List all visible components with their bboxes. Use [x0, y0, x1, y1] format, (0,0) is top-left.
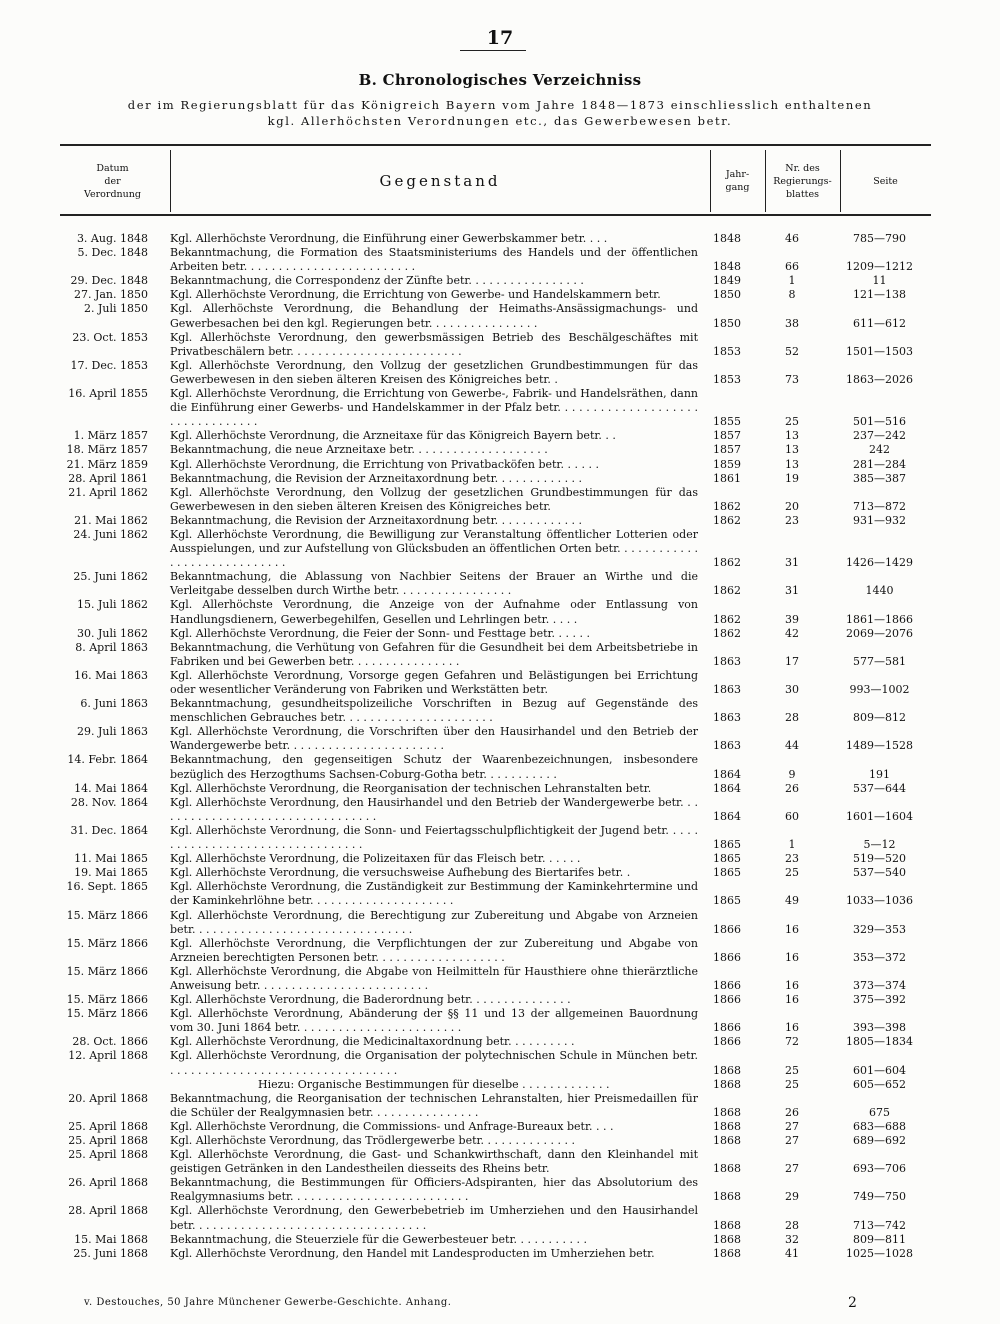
row-pages: 537—644 [853, 781, 906, 795]
table-row [60, 866, 931, 880]
row-year: 1857 [713, 443, 741, 457]
row-year: 1866 [713, 1035, 741, 1049]
row-date: 28. Oct. 1866 [72, 1035, 148, 1049]
row-date: 8. April 1863 [75, 640, 148, 654]
table-row [60, 570, 931, 598]
row-date: 23. Oct. 1853 [72, 330, 148, 344]
row-pages: 1426—1429 [846, 556, 913, 570]
row-date: 11. Mai 1865 [74, 852, 148, 866]
page-subtitle [90, 97, 910, 129]
row-number: 13 [785, 443, 799, 457]
row-date: 14. Febr. 1864 [67, 753, 148, 767]
row-date: 15. März 1866 [66, 908, 148, 922]
row-year: 1855 [713, 415, 741, 429]
row-pages: 242 [869, 443, 890, 457]
row-year: 1863 [713, 654, 741, 668]
row-pages: 191 [869, 767, 890, 781]
row-pages: 993—1002 [849, 683, 910, 696]
row-date: 25. April 1868 [68, 1134, 148, 1147]
row-date: 21. Mai 1862 [74, 513, 148, 527]
footer-text: v. Destouches, 50 Jahre Münchener Gewerbe-Geschichte. Anhang. [84, 1297, 452, 1308]
row-number: 52 [785, 344, 799, 358]
table-row [60, 528, 931, 570]
row-year: 1862 [713, 513, 741, 527]
row-number: 25 [785, 1077, 799, 1091]
table-row [60, 302, 931, 330]
row-subject: Bekanntmachung, den gegenseitigen Schutz der Waarenbezeichnungen, insbesondere bezüglich des Herzogthums Sachsen-Coburg-Gotha betr. . . . . . . . . . . [170, 753, 698, 781]
header-date-line: der [104, 175, 121, 187]
row-number: 16 [785, 993, 799, 1007]
row-number: 29 [785, 1190, 799, 1204]
row-pages: 683—688 [853, 1119, 906, 1133]
table-row [60, 880, 931, 908]
row-year: 1862 [713, 584, 741, 598]
row-pages: 601—604 [853, 1063, 906, 1077]
table-row [60, 782, 931, 796]
row-pages: 121—138 [853, 288, 906, 302]
table-row [60, 641, 931, 669]
row-year: 1866 [713, 950, 741, 964]
row-subject: Kgl. Allerhöchste Verordnung, Vorsorge gegen Gefahren und Belästigungen bei Errichtung oder wesentlicher Veränderung von Fabriken und Werkstätten betr. [170, 668, 698, 696]
row-date: 2. Juli 1850 [83, 302, 148, 316]
row-year: 1865 [713, 838, 741, 852]
row-date: 28. April 1868 [68, 1204, 148, 1218]
table-row [60, 232, 931, 246]
row-number: 26 [785, 781, 799, 795]
row-year: 1849 [713, 274, 741, 288]
row-number: 13 [785, 429, 799, 443]
header-subject: Gegenstand [379, 171, 501, 190]
row-year: 1868 [713, 1162, 741, 1176]
table-row [60, 429, 931, 443]
row-pages: 1501—1503 [846, 344, 913, 358]
row-year: 1865 [713, 894, 741, 908]
row-number: 27 [785, 1119, 799, 1133]
row-date: 31. Dec. 1864 [70, 823, 148, 837]
row-subject: Kgl. Allerhöchste Verordnung, die Feier der Sonn- und Festtage betr. . . . . . [170, 626, 591, 640]
row-year: 1864 [713, 809, 741, 823]
row-pages: 5—12 [863, 838, 896, 852]
row-year: 1862 [713, 499, 741, 513]
row-number: 16 [785, 922, 799, 936]
row-subject: Kgl. Allerhöchste Verordnung, das Trödlergewerbe betr. . . . . . . . . . . . . . [170, 1134, 575, 1147]
row-pages: 373—374 [853, 978, 906, 992]
row-number: 19 [785, 471, 799, 485]
row-pages: 1440 [865, 584, 894, 598]
row-date: 5. Dec. 1848 [77, 246, 148, 260]
row-subject: Bekanntmachung, die Formation des Staatsministeriums des Handels und der öffentlichen Arbeiten betr. . . . . . . . . . . . . . . . . . . . . . . . . [170, 246, 698, 274]
row-subject: Bekanntmachung, die Revision der Arzneitaxordnung betr. . . . . . . . . . . . . [170, 513, 583, 527]
row-number: 17 [785, 654, 799, 668]
row-number: 25 [785, 866, 799, 880]
row-date: 14. Mai 1864 [74, 781, 148, 795]
row-subject: Kgl. Allerhöchste Verordnung, die Abgabe von Heilmitteln für Hausthiere ohne thierärztliche Anweisung betr. . . . . . . . . . . . . . . . . . . . . . . . . [170, 964, 698, 992]
row-number: 16 [785, 1021, 799, 1035]
row-year: 1848 [713, 232, 741, 245]
row-number: 66 [785, 260, 799, 274]
row-subject: Kgl. Allerhöchste Verordnung, die Berechtigung zur Zubereitung und Abgabe von Arzneien betr. . . . . . . . . . . . . . . . . . . . . . . . . . . . . . . . [170, 908, 698, 936]
row-year: 1850 [713, 288, 741, 302]
table-row [60, 514, 931, 528]
row-subject: Kgl. Allerhöchste Verordnung, die Bewilligung zur Veranstaltung öffentlicher Lotterien oder Ausspielungen, und zur Aufstellung von Glücksbuden an öffentlichen Orten betr. . . . . . . . . . . . . . . . . . . . . . . . . . . . . [170, 527, 698, 570]
row-year: 1857 [713, 429, 741, 443]
table-row [60, 909, 931, 937]
row-date: 29. Dec. 1848 [70, 274, 148, 288]
row-subject: Kgl. Allerhöchste Verordnung, den Handel mit Landesproducten im Umherziehen betr. [170, 1246, 655, 1260]
row-subject: Kgl. Allerhöchste Verordnung, die Errichtung von Gewerbe- und Handelskammern betr. [170, 288, 661, 302]
row-year: 1861 [713, 471, 741, 485]
row-subject: Hiezu: Organische Bestimmungen für dieselbe . . . . . . . . . . . . . [258, 1077, 610, 1091]
row-year: 1863 [713, 739, 741, 753]
row-pages: 393—398 [853, 1021, 906, 1035]
row-number: 39 [785, 612, 799, 626]
table-body [60, 232, 931, 1261]
row-pages: 1805—1834 [846, 1035, 913, 1049]
row-date: 20. April 1868 [68, 1091, 148, 1105]
row-subject: Kgl. Allerhöchste Verordnung, die Baderordnung betr. . . . . . . . . . . . . . . [170, 993, 571, 1007]
row-date: 15. Mai 1868 [74, 1232, 148, 1246]
row-subject: Kgl. Allerhöchste Verordnung, die Anzeige von der Aufnahme oder Entlassung von Handlungsdienern, Gewerbegehilfen, Gesellen und Lehrlingen betr. . . . . [170, 598, 698, 626]
row-subject: Kgl. Allerhöchste Verordnung, die Gast- und Schankwirthschaft, dann den Kleinhandel mit geistigen Getränken in den Landestheilen diesseits des Rheins betr. [170, 1148, 698, 1176]
table-row [60, 1176, 931, 1204]
row-date: 24. Juni 1862 [73, 527, 148, 541]
row-year: 1863 [713, 683, 741, 696]
row-pages: 675 [869, 1105, 890, 1119]
header-date [60, 150, 165, 212]
row-number: 31 [785, 584, 799, 598]
table-row [60, 359, 931, 387]
row-year: 1868 [713, 1077, 741, 1091]
row-date: 19. Mai 1865 [74, 866, 148, 880]
row-year: 1866 [713, 993, 741, 1007]
row-year: 1868 [713, 1063, 741, 1077]
header-nr [765, 150, 840, 212]
table-row [60, 288, 931, 302]
row-subject: Bekanntmachung, die Revision der Arzneitaxordnung betr. . . . . . . . . . . . . [170, 471, 583, 485]
row-subject: Kgl. Allerhöchste Verordnung, die Sonn- und Feiertagsschulpflichtigkeit der Jugend betr. . . . . . . . . . . . . . . . . . . . . . . . . . . . . . . . . [170, 823, 698, 852]
row-pages: 375—392 [853, 993, 906, 1007]
row-date: 16. Mai 1863 [74, 668, 148, 682]
table-row [60, 824, 931, 852]
header-nr-line: blattes [786, 188, 819, 200]
row-subject: Kgl. Allerhöchste Verordnung, den Vollzug der gesetzlichen Grundbestimmungen für das Gewerbewesen in den sieben älteren Kreisen des Königreiches betr. [170, 485, 698, 513]
table-row [60, 246, 931, 274]
row-subject: Bekanntmachung, die Correspondenz der Zünfte betr. . . . . . . . . . . . . . . . . [170, 274, 584, 288]
row-date: 15. März 1866 [66, 993, 148, 1007]
row-number: 25 [785, 1063, 799, 1077]
row-subject: Kgl. Allerhöchste Verordnung, die versuchsweise Aufhebung des Biertarifes betr. . [170, 866, 631, 880]
row-subject: Kgl. Allerhöchste Verordnung, den Vollzug der gesetzlichen Grundbestimmungen für das Gewerbewesen in den sieben älteren Kreisen des Königreiches betr. . [170, 358, 698, 386]
subtitle-line-2: kgl. Allerhöchsten Verordnungen etc., das Gewerbewesen betr. [267, 114, 733, 128]
footer-sheet-number: 2 [848, 1295, 857, 1311]
row-year: 1866 [713, 922, 741, 936]
row-pages: 1489—1528 [846, 739, 913, 753]
row-number: 60 [785, 809, 799, 823]
header-nr-line: Nr. des [785, 162, 820, 174]
row-pages: 329—353 [853, 922, 906, 936]
table-row [60, 1092, 931, 1120]
row-date: 28. Nov. 1864 [70, 795, 148, 809]
row-subject: Bekanntmachung, die Bestimmungen für Officiers-Adspiranten, hier das Absolutorium des Realgymnasiums betr. . . . . . . . . . . . . . . . . . . . . . . . . . [170, 1176, 698, 1204]
row-year: 1868 [713, 1105, 741, 1119]
row-pages: 1601—1604 [846, 809, 913, 823]
row-year: 1864 [713, 767, 741, 781]
row-number: 41 [785, 1246, 799, 1260]
row-date: 15. Juli 1862 [76, 598, 148, 612]
row-pages: 1033—1036 [846, 894, 913, 908]
row-date: 15. März 1866 [66, 936, 148, 950]
header-nr-line: Regierungs- [773, 175, 832, 187]
row-subject: Kgl. Allerhöchste Verordnung, die Polizeitaxen für das Fleisch betr. . . . . . [170, 852, 581, 866]
row-year: 1866 [713, 978, 741, 992]
row-year: 1868 [713, 1232, 741, 1246]
row-date: 1. März 1857 [73, 429, 148, 443]
table-row [60, 598, 931, 626]
row-subject: Kgl. Allerhöchste Verordnung, die Errichtung von Privatbacköfen betr. . . . . . [170, 457, 599, 471]
table-row [60, 993, 931, 1007]
header-year-line: Jahr- [725, 169, 750, 180]
row-pages: 713—872 [853, 499, 906, 513]
row-date: 21. März 1859 [66, 457, 148, 471]
row-pages: 1863—2026 [846, 372, 913, 386]
row-subject: Kgl. Allerhöchste Verordnung, die Arzneitaxe für das Königreich Bayern betr. . . [170, 429, 616, 443]
row-number: 26 [785, 1105, 799, 1119]
table-row [60, 274, 931, 288]
row-number: 16 [785, 978, 799, 992]
row-subject: Kgl. Allerhöchste Verordnung, die Organisation der polytechnischen Schule in München betr. . . . . . . . . . . . . . . . . . . . . . . . . . . . . . . . . . [170, 1049, 698, 1077]
row-subject: Bekanntmachung, die Reorganisation der technischen Lehranstalten, hier Preismedaillen für die Schüler der Realgymnasien betr. . . . . . . . . . . . . . . . [170, 1091, 698, 1119]
table-row [60, 331, 931, 359]
row-number: 32 [785, 1232, 799, 1246]
row-date: 12. April 1868 [68, 1049, 148, 1063]
row-year: 1868 [713, 1246, 741, 1260]
row-date: 29. Juli 1863 [76, 725, 148, 739]
row-subject: Kgl. Allerhöchste Verordnung, die Verpflichtungen der zur Zubereitung und Abgabe von Arzneien berechtigten Personen betr. . . . . . . . . . . . . . . . . . . [170, 936, 698, 964]
row-pages: 689—692 [853, 1134, 906, 1147]
row-subject: Kgl. Allerhöchste Verordnung, den Hausirhandel und den Betrieb der Wandergewerbe betr. . . . . . . . . . . . . . . . . . . . . . . . . . . . . . . . . [170, 795, 698, 823]
table-row [60, 1007, 931, 1035]
row-pages: 1025—1028 [846, 1246, 913, 1260]
row-pages: 809—811 [853, 1232, 906, 1246]
row-year: 1868 [713, 1134, 741, 1147]
table-row [60, 1035, 931, 1049]
row-date: 26. April 1868 [68, 1176, 148, 1190]
row-pages: 693—706 [853, 1162, 906, 1176]
table-row [60, 965, 931, 993]
row-number: 49 [785, 894, 799, 908]
table-row [60, 697, 931, 725]
row-number: 13 [785, 457, 799, 471]
row-number: 27 [785, 1134, 799, 1147]
row-subject: Kgl. Allerhöchste Verordnung, die Zuständigkeit zur Bestimmung der Kaminkehrtermine und der Kaminkehrlöhne betr. . . . . . . . . . . . . . . . . . . . . [170, 880, 698, 908]
row-number: 27 [785, 1162, 799, 1176]
row-date: 3. Aug. 1848 [76, 232, 148, 245]
row-number: 28 [785, 1218, 799, 1232]
table-row [60, 852, 931, 866]
table-row [60, 387, 931, 429]
row-pages: 605—652 [853, 1077, 906, 1091]
row-pages: 749—750 [853, 1190, 906, 1204]
row-number: 73 [785, 372, 799, 386]
page-number-rule [460, 50, 526, 51]
table-row [60, 725, 931, 753]
row-year: 1862 [713, 626, 741, 640]
table-row [60, 1204, 931, 1232]
row-number: 42 [785, 626, 799, 640]
row-number: 44 [785, 739, 799, 753]
row-subject: Bekanntmachung, die Ablassung von Nachbier Seitens der Brauer an Wirthe und die Verleitgabe desselben durch Wirthe betr. . . . . . . . . . . . . . . . . [170, 570, 698, 598]
row-date: 17. Dec. 1853 [70, 358, 148, 372]
row-pages: 1861—1866 [846, 612, 913, 626]
row-subject: Bekanntmachung, die Verhütung von Gefahren für die Gesundheit bei dem Arbeitsbetriebe in Fabriken und bei Gewerben betr. . . . . . . . . . . . . . . . [170, 640, 698, 668]
row-date: 18. März 1857 [66, 443, 148, 457]
row-date: 15. März 1866 [66, 1007, 148, 1021]
table-row [60, 937, 931, 965]
row-subject: Kgl. Allerhöchste Verordnung, die Medicinaltaxordnung betr. . . . . . . . . . [170, 1035, 575, 1049]
row-number: 46 [785, 232, 799, 245]
row-pages: 713—742 [853, 1218, 906, 1232]
row-number: 23 [785, 852, 799, 866]
row-year: 1868 [713, 1218, 741, 1232]
row-year: 1862 [713, 556, 741, 570]
row-number: 28 [785, 711, 799, 725]
row-date: 25. April 1868 [68, 1119, 148, 1133]
row-year: 1865 [713, 866, 741, 880]
row-subject: Kgl. Allerhöchste Verordnung, die Behandlung der Heimaths-Ansässigmachungs- und Gewerbesachen bei den kgl. Regierungen betr. . . . . . . . . . . . . . . . [170, 302, 698, 330]
header-page: Seite [873, 175, 898, 187]
row-subject: Kgl. Allerhöchste Verordnung, die Einführung einer Gewerbskammer betr. . . . [170, 232, 608, 245]
table-row [60, 1134, 931, 1148]
table-row [60, 472, 931, 486]
row-pages: 2069—2076 [846, 626, 913, 640]
row-number: 9 [788, 767, 796, 781]
row-pages: 237—242 [853, 429, 906, 443]
row-date: 16. April 1855 [68, 387, 148, 401]
row-subject: Kgl. Allerhöchste Verordnung, die Reorganisation der technischen Lehranstalten betr. [170, 781, 652, 795]
table-top-rule [60, 144, 931, 146]
row-date: 6. Juni 1863 [80, 697, 148, 711]
row-year: 1864 [713, 781, 741, 795]
row-subject: Bekanntmachung, gesundheitspolizeiliche Vorschriften in Bezug auf Gegenstände des menschlichen Gebrauches betr. . . . . . . . . . . . . . . . . . . . . . [170, 697, 698, 725]
row-year: 1862 [713, 612, 741, 626]
row-date: 25. Juni 1868 [73, 1246, 148, 1260]
table-row [60, 1120, 931, 1134]
row-date: 27. Jan. 1850 [73, 288, 148, 302]
row-pages: 1209—1212 [846, 260, 913, 274]
row-pages: 281—284 [853, 457, 906, 471]
table-row [60, 1078, 931, 1092]
table-row [60, 458, 931, 472]
row-year: 1868 [713, 1190, 741, 1204]
row-pages: 785—790 [853, 232, 906, 245]
header-bottom-rule [60, 214, 931, 216]
header-year [710, 150, 765, 212]
table-row [60, 627, 931, 641]
page-number: 17 [486, 27, 514, 49]
table-row [60, 796, 931, 824]
table-row [60, 669, 931, 697]
row-subject: Kgl. Allerhöchste Verordnung, die Vorschriften über den Hausirhandel und den Betrieb der Wandergewerbe betr. . . . . . . . . . . . . . . . . . . . . . . [170, 725, 698, 753]
row-year: 1853 [713, 372, 741, 386]
table-row [60, 1233, 931, 1247]
header-date-line: Datum [96, 162, 129, 174]
row-year: 1859 [713, 457, 741, 471]
row-subject: Bekanntmachung, die Steuerziele für die Gewerbesteuer betr. . . . . . . . . . . [170, 1232, 587, 1246]
row-subject: Kgl. Allerhöchste Verordnung, die Commissions- und Anfrage-Bureaux betr. . . . [170, 1119, 614, 1133]
header-date-line: Verordnung [84, 188, 141, 200]
row-pages: 353—372 [853, 950, 906, 964]
row-year: 1853 [713, 344, 741, 358]
row-number: 30 [785, 683, 799, 696]
table-row [60, 443, 931, 457]
row-year: 1850 [713, 316, 741, 330]
row-number: 1 [788, 274, 796, 288]
table-row [60, 1247, 931, 1261]
row-pages: 519—520 [853, 852, 906, 866]
row-date: 25. Juni 1862 [73, 570, 148, 584]
row-subject: Kgl. Allerhöchste Verordnung, den gewerbsmässigen Betrieb des Beschälgeschäftes mit Privatbeschälern betr. . . . . . . . . . . . . . . . . . . . . . . . . [170, 330, 698, 358]
row-pages: 11 [872, 274, 887, 288]
row-pages: 611—612 [853, 316, 906, 330]
table-row [60, 1148, 931, 1176]
row-number: 72 [785, 1035, 799, 1049]
row-number: 23 [785, 513, 799, 527]
row-pages: 931—932 [853, 513, 906, 527]
row-pages: 537—540 [853, 866, 906, 880]
row-date: 28. April 1861 [68, 471, 148, 485]
row-date: 21. April 1862 [68, 485, 148, 499]
row-year: 1848 [713, 260, 741, 274]
row-number: 25 [785, 415, 799, 429]
row-number: 1 [788, 838, 796, 852]
row-number: 16 [785, 950, 799, 964]
row-year: 1868 [713, 1119, 741, 1133]
row-date: 16. Sept. 1865 [66, 880, 148, 894]
row-year: 1866 [713, 1021, 741, 1035]
row-number: 20 [785, 499, 799, 513]
row-date: 25. April 1868 [68, 1148, 148, 1162]
table-row [60, 486, 931, 514]
table-row [60, 1049, 931, 1077]
row-year: 1865 [713, 852, 741, 866]
row-date: 15. März 1866 [66, 964, 148, 978]
row-subject: Kgl. Allerhöchste Verordnung, Abänderung der §§ 11 und 13 der allgemeinen Bauordnung vom 30. Juni 1864 betr. . . . . . . . . . . . . . . . . . . . . . . . [170, 1007, 698, 1035]
page-title: B. Chronologisches Verzeichniss [358, 71, 642, 89]
row-subject: Kgl. Allerhöchste Verordnung, den Gewerbebetrieb im Umherziehen und den Hausirhandel betr. . . . . . . . . . . . . . . . . . . . . . . . . . . . . . . . . . [170, 1204, 698, 1232]
row-pages: 501—516 [853, 415, 906, 429]
row-number: 8 [788, 288, 796, 302]
row-number: 31 [785, 556, 799, 570]
row-date: 30. Juli 1862 [76, 626, 148, 640]
row-number: 38 [785, 316, 799, 330]
header-year-line: gang [725, 182, 750, 193]
table-row [60, 753, 931, 781]
row-pages: 809—812 [853, 711, 906, 725]
subtitle-line-1: der im Regierungsblatt für das Königreich Bayern vom Jahre 1848—1873 einschliesslich enthaltenen [127, 98, 873, 112]
row-pages: 577—581 [853, 654, 906, 668]
row-pages: 385—387 [853, 471, 906, 485]
row-subject: Bekanntmachung, die neue Arzneitaxe betr. . . . . . . . . . . . . . . . . . . . [170, 443, 548, 457]
row-year: 1863 [713, 711, 741, 725]
row-subject: Kgl. Allerhöchste Verordnung, die Errichtung von Gewerbe-, Fabrik- und Handelsräthen, dann die Einführung einer Gewerbs- und Handelskammer in der Pfalz betr. . . . . . . . . . . . . . . . . . . . . . . . . . . . . . . . . [170, 387, 698, 429]
